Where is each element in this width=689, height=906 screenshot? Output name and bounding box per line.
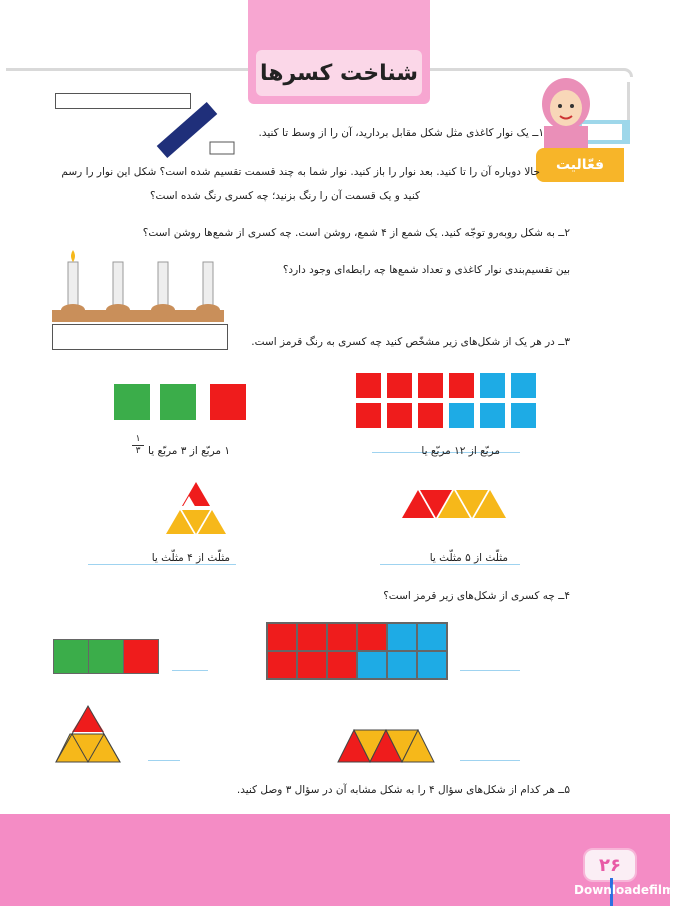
cell-red: [327, 623, 357, 651]
folded-paper-strip: [150, 100, 240, 162]
cell-blue: [387, 651, 417, 679]
square-blue: [449, 403, 474, 428]
q3-line1: ۳ــ در هر یک از شکل‌های زیر مشخّص کنید چه کسری به رنگ قرمز است.: [251, 336, 570, 348]
square-red: [449, 373, 474, 398]
q4-line1: ۴ــ چه کسری از شکل‌های زیر قرمز است؟: [383, 590, 570, 602]
page-footer: [0, 814, 670, 906]
candle-strip-box: [52, 324, 228, 350]
square-red: [356, 373, 381, 398]
bar-part-green: [54, 640, 89, 673]
triangle-red: [72, 706, 104, 732]
caption-12-squares: مربّع از ۱۲ مربّع یا: [421, 445, 500, 457]
grid-12-squares: [356, 373, 518, 429]
answer-line: [460, 670, 520, 671]
triangles-5-q4: [336, 728, 448, 764]
fraction-numerator: ۱: [135, 434, 141, 444]
fraction-one-third: [132, 434, 144, 457]
grid-12-cells: [266, 622, 448, 680]
caption-4-triangles: مثلّث از ۴ مثلّث یا: [151, 552, 230, 564]
q5-line1: ۵ــ هر کدام از شکل‌های سؤال ۴ را به شکل مشابه آن در سؤال ۳ وصل کنید.: [236, 784, 570, 796]
q1-line1: ۱ــ یک نوار کاغذی مثل شکل مقابل بردارید، آن را از وسط تا کنید.: [258, 127, 544, 139]
q2-line1: ۲ــ به شکل روبه‌رو توجّه کنید. یک شمع از ۴ شمع، روشن است. چه کسری از شمع‌ها روشن است؟: [142, 227, 570, 239]
answer-line: [172, 670, 208, 671]
cell-blue: [357, 651, 387, 679]
triangle-yellow: [56, 734, 120, 762]
cell-blue: [417, 623, 447, 651]
fraction-denominator: ۳: [132, 445, 144, 457]
square-blue: [511, 403, 536, 428]
square-blue: [480, 373, 505, 398]
square-green: [160, 384, 196, 420]
answer-line: [460, 760, 520, 761]
cell-red: [297, 623, 327, 651]
square-red: [418, 403, 443, 428]
square-red: [210, 384, 246, 420]
cell-red: [267, 623, 297, 651]
caption-5-triangles: مثلّث از ۵ مثلّث یا: [429, 552, 508, 564]
answer-line: [148, 760, 180, 761]
page-number: ۲۶: [583, 848, 637, 882]
q2-line2: بین تقسیم‌بندی نوار کاغذی و تعداد شمع‌ها چه رابطه‌ای وجود دارد؟: [282, 264, 570, 276]
cell-red: [327, 651, 357, 679]
watermark-text: Downloadefilm.ir: [574, 883, 689, 897]
q1-line2: حالا دوباره آن را تا کنید. بعد نوار را باز کنید. نوار شما به چند قسمت تقسیم شده است؟ شکل این نوار را رسم: [61, 166, 540, 178]
candles-illustration: [52, 248, 228, 328]
cell-red: [297, 651, 327, 679]
page-title: شناخت کسرها: [256, 50, 422, 96]
cell-blue: [387, 623, 417, 651]
square-red: [418, 373, 443, 398]
activity-badge: فعّالیت: [536, 148, 624, 182]
square-green: [114, 384, 150, 420]
square-blue: [511, 373, 536, 398]
girl-reading-icon: [538, 78, 630, 150]
cell-blue: [417, 651, 447, 679]
bar-part-red: [124, 640, 158, 673]
triangles-4-q4: [52, 704, 124, 764]
square-blue: [480, 403, 505, 428]
square-red: [387, 403, 412, 428]
cell-red: [267, 651, 297, 679]
caption-3-squares: ۱ مربّع از ۳ مربّع یا: [148, 445, 230, 457]
triangles-5: [400, 488, 508, 522]
triangles-4: [160, 480, 232, 538]
bar-3-parts: [53, 639, 159, 674]
bar-part-green: [89, 640, 124, 673]
q1-line3: کنید و یک قسمت آن را رنگ بزنید؛ چه کسری رنگ شده است؟: [149, 190, 420, 202]
square-red: [387, 373, 412, 398]
square-red: [356, 403, 381, 428]
cell-red: [357, 623, 387, 651]
